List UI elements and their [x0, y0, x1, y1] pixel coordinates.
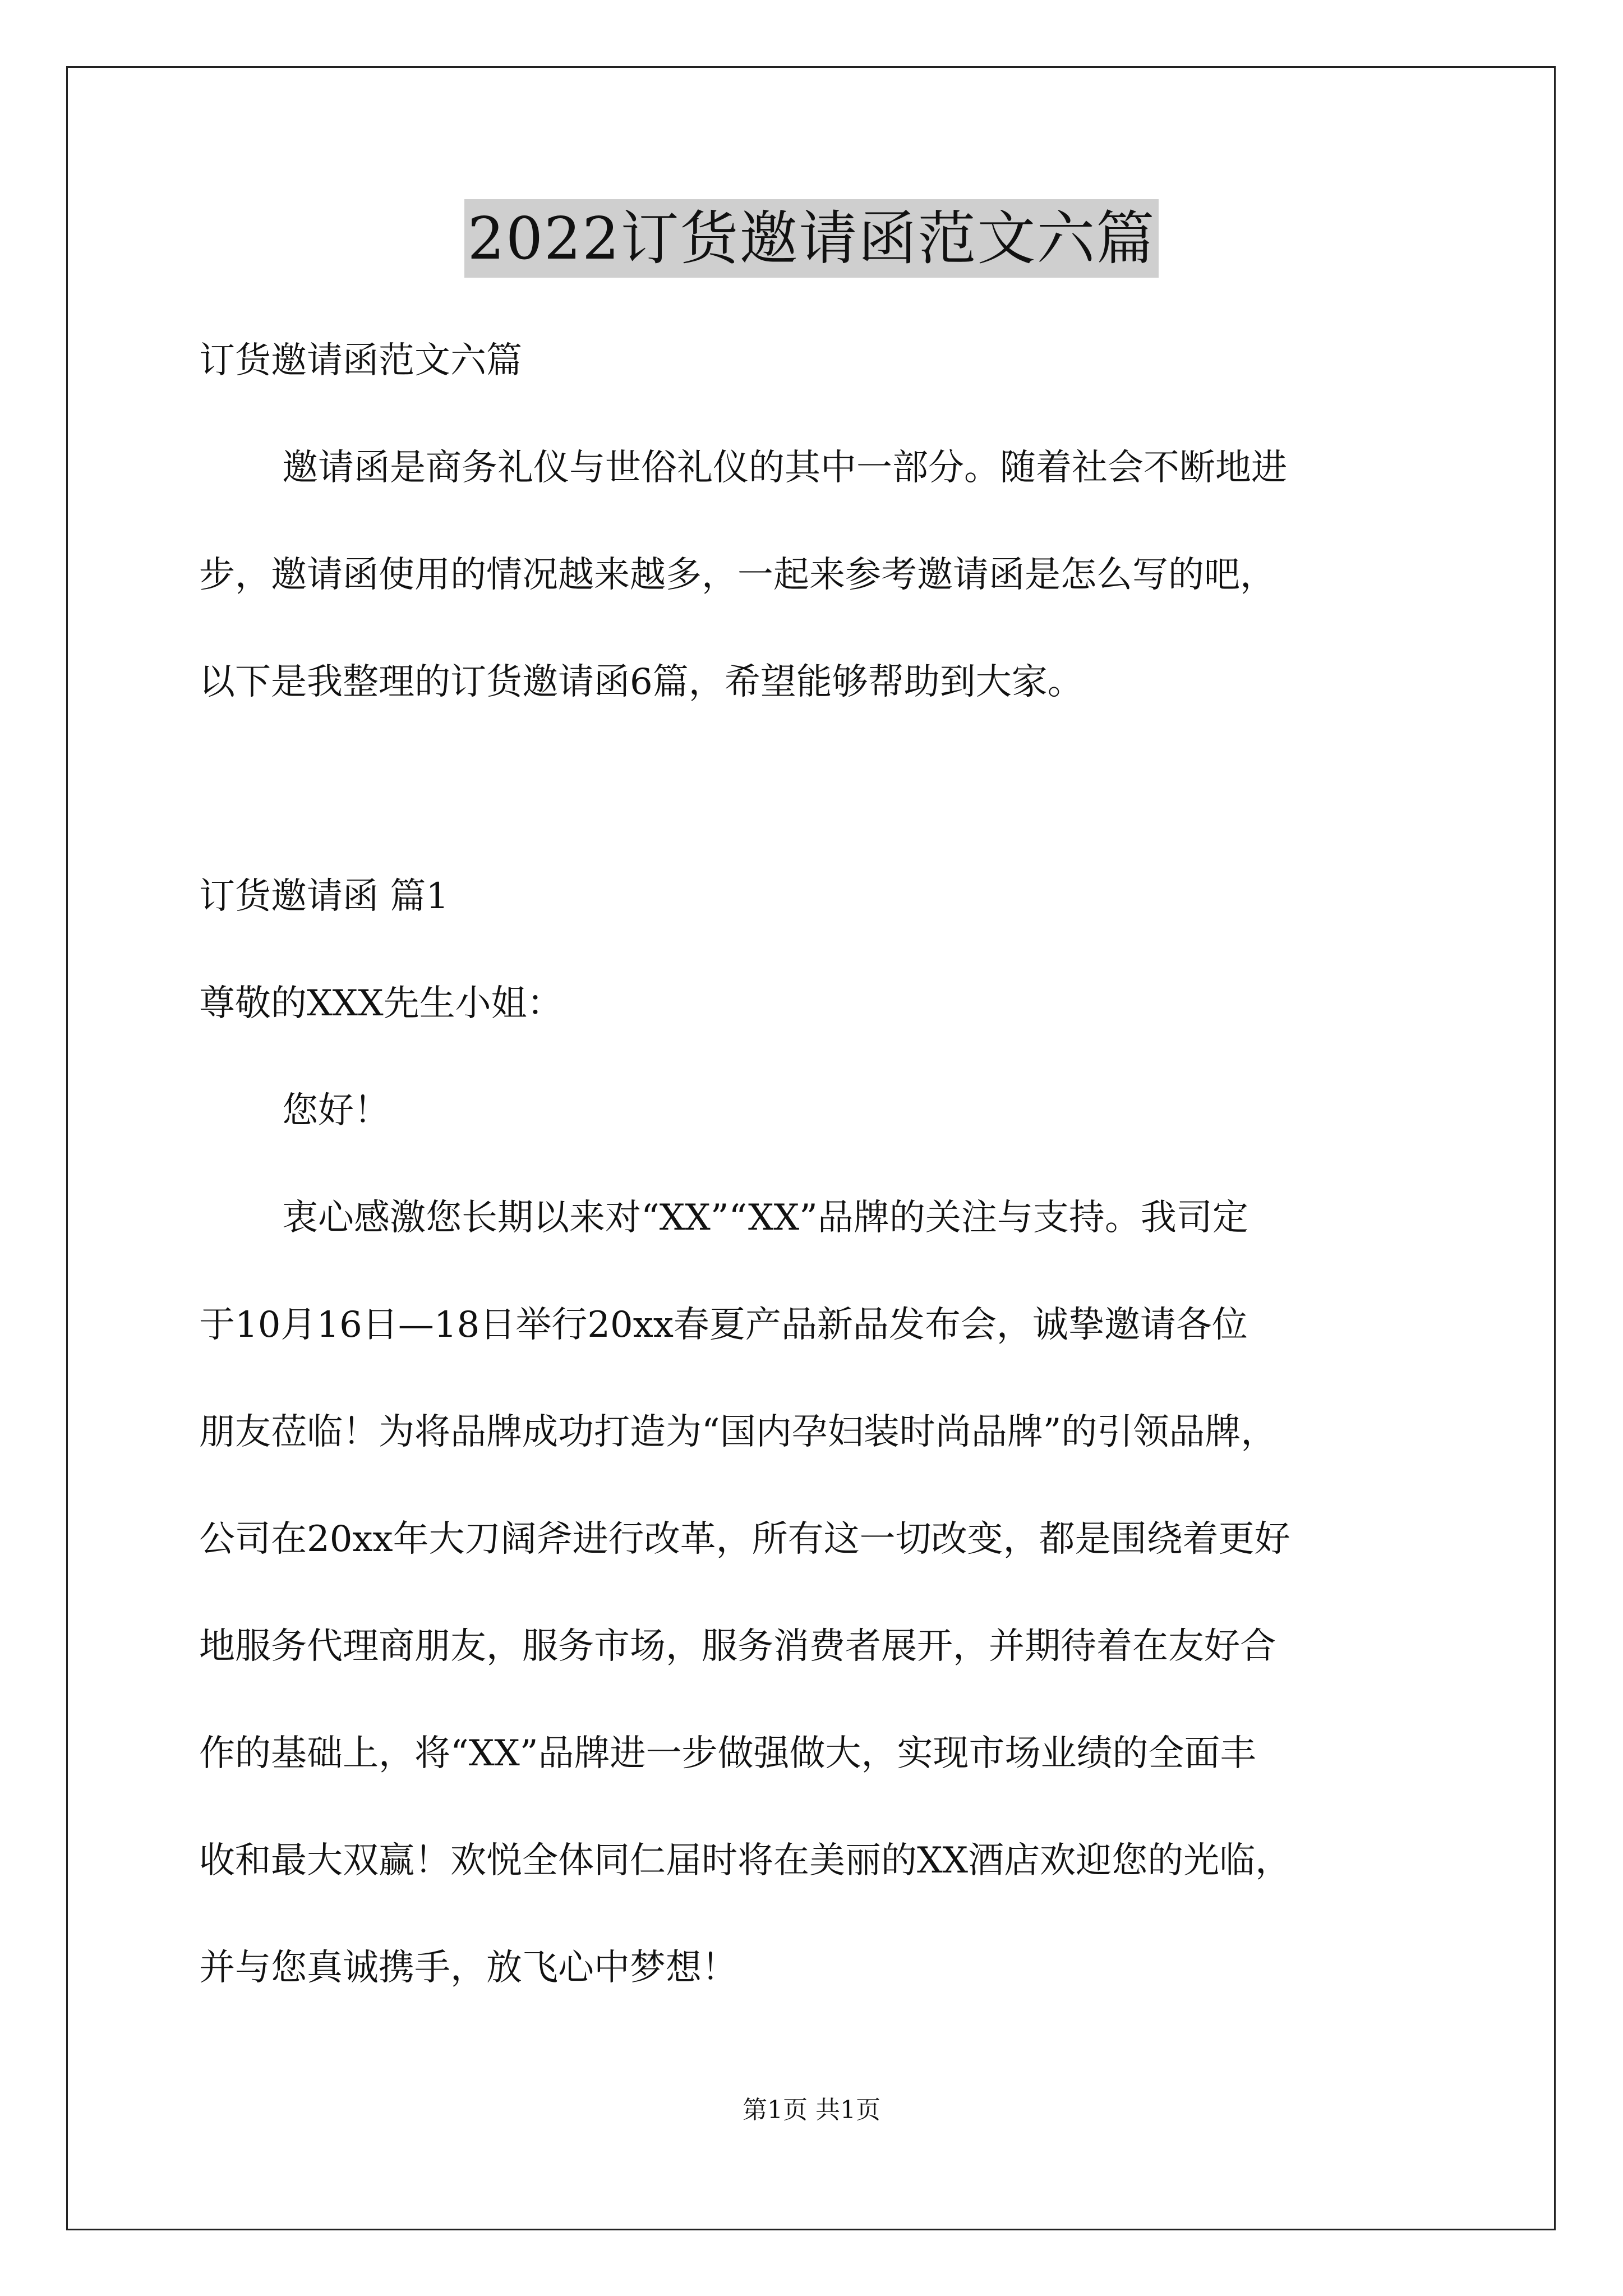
- letter-line: 公司在20xx年大刀阔斧进行改革，所有这一切改变，都是围绕着更好: [199, 1519, 1290, 1560]
- title-container: [0, 199, 1623, 278]
- letter-line: 朋友莅临！为将品牌成功打造为“国内孕妇装时尚品牌”的引领品牌，: [199, 1411, 1277, 1453]
- section-title: 订货邀请函 篇1: [199, 876, 449, 917]
- letter-line: 衷心感激您长期以来对“XX”“XX”品牌的关注与支持。我司定: [282, 1197, 1248, 1239]
- letter-line: 地服务代理商朋友，服务市场，服务消费者展开，并期待着在友好合: [199, 1626, 1276, 1667]
- letter-line: 收和最大双赢！欢悦全体同仁届时将在美丽的XX酒店欢迎您的光临，: [199, 1840, 1292, 1881]
- letter-line: 于10月16日—18日举行20xx春夏产品新品发布会，诚挚邀请各位: [199, 1304, 1248, 1346]
- letter-line: 作的基础上，将“XX”品牌进一步做强做大，实现市场业绩的全面丰: [199, 1733, 1256, 1774]
- intro-line: 步，邀请函使用的情况越来越多，一起来参考邀请函是怎么写的吧，: [199, 554, 1276, 596]
- spacer: [199, 736, 1433, 843]
- document-title: 2022订货邀请函范文六篇: [464, 199, 1159, 278]
- document-body: [199, 307, 1433, 2022]
- salutation: 尊敬的XXX先生小姐：: [199, 983, 563, 1024]
- letter-line: 并与您真诚携手，放飞心中梦想！: [199, 1947, 737, 1989]
- document-heading: 订货邀请函范文六篇: [199, 340, 522, 381]
- intro-line: 以下是我整理的订货邀请函6篇，希望能够帮助到大家。: [199, 661, 1083, 703]
- greeting: 您好！: [282, 1090, 390, 1131]
- page-footer: 第1页 共1页: [743, 2096, 880, 2124]
- intro-line: 邀请函是商务礼仪与世俗礼仪的其中一部分。随着社会不断地进: [282, 447, 1287, 489]
